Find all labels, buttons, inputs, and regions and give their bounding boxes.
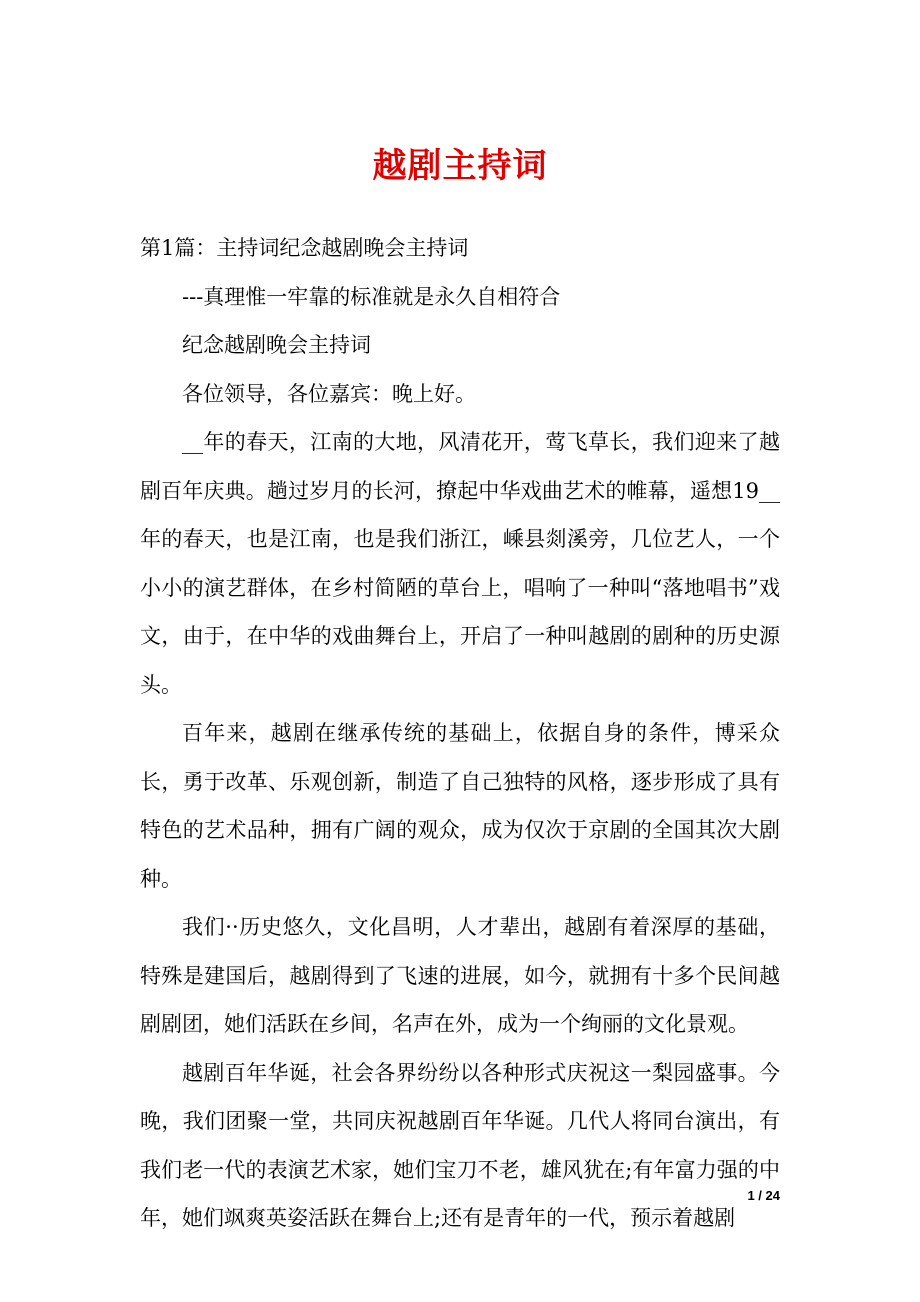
- body-paragraph: __年的春天，江南的大地，风清花开，莺飞草长，我们迎来了越剧百年庆典。趟过岁月的长河，撩起中华戏曲艺术的帷幕，遥想19__年的春天，也是江南，也是我们浙江，嵊县剡溪旁，几位艺人，一个小小的演艺群体，在乡村简陋的草台上，唱响了一种叫“落地唱书”戏文，由于，在中华的戏曲舞台上，开启了一种叫越剧的剧种的历史源头。: [140, 430, 780, 697]
- document-title: 越剧主持词: [372, 146, 548, 186]
- greeting: 各位领导，各位嘉宾：晚上好。: [182, 381, 476, 406]
- epigraph: ---真理惟一牢靠的标准就是永久自相符合: [182, 284, 561, 309]
- body-paragraph: 越剧百年华诞，社会各界纷纷以各种形式庆祝这一梨园盛事。今晚，我们团聚一堂，共同庆祝越剧百年华诞。几代人将同台演出，有我们老一代的表演艺术家，她们宝刀不老，雄风犹在;有年富力强的中年，她们飒爽英姿活跃在舞台上;还有是青年的一代，预示着越剧: [140, 1060, 780, 1230]
- body-paragraph: 百年来，越剧在继承传统的基础上，依据自身的条件，博采众长，勇于改革、乐观创新，制造了自己独特的风格，逐步形成了具有特色的艺术品种，拥有广阔的观众，成为仅次于京剧的全国其次大剧种。: [140, 721, 780, 891]
- document-body: [140, 224, 780, 1243]
- section-heading: 第1篇：主持词纪念越剧晚会主持词: [140, 236, 469, 260]
- body-paragraph: 我们··历史悠久，文化昌明，人才辈出，越剧有着深厚的基础，特殊是建国后，越剧得到了飞速的进展，如今，就拥有十多个民间越剧剧团，她们活跃在乡间，名声在外，成为一个绚丽的文化景观。: [140, 915, 780, 1036]
- subtitle: 纪念越剧晚会主持词: [182, 333, 371, 357]
- page-number: 1 / 24: [747, 1188, 780, 1203]
